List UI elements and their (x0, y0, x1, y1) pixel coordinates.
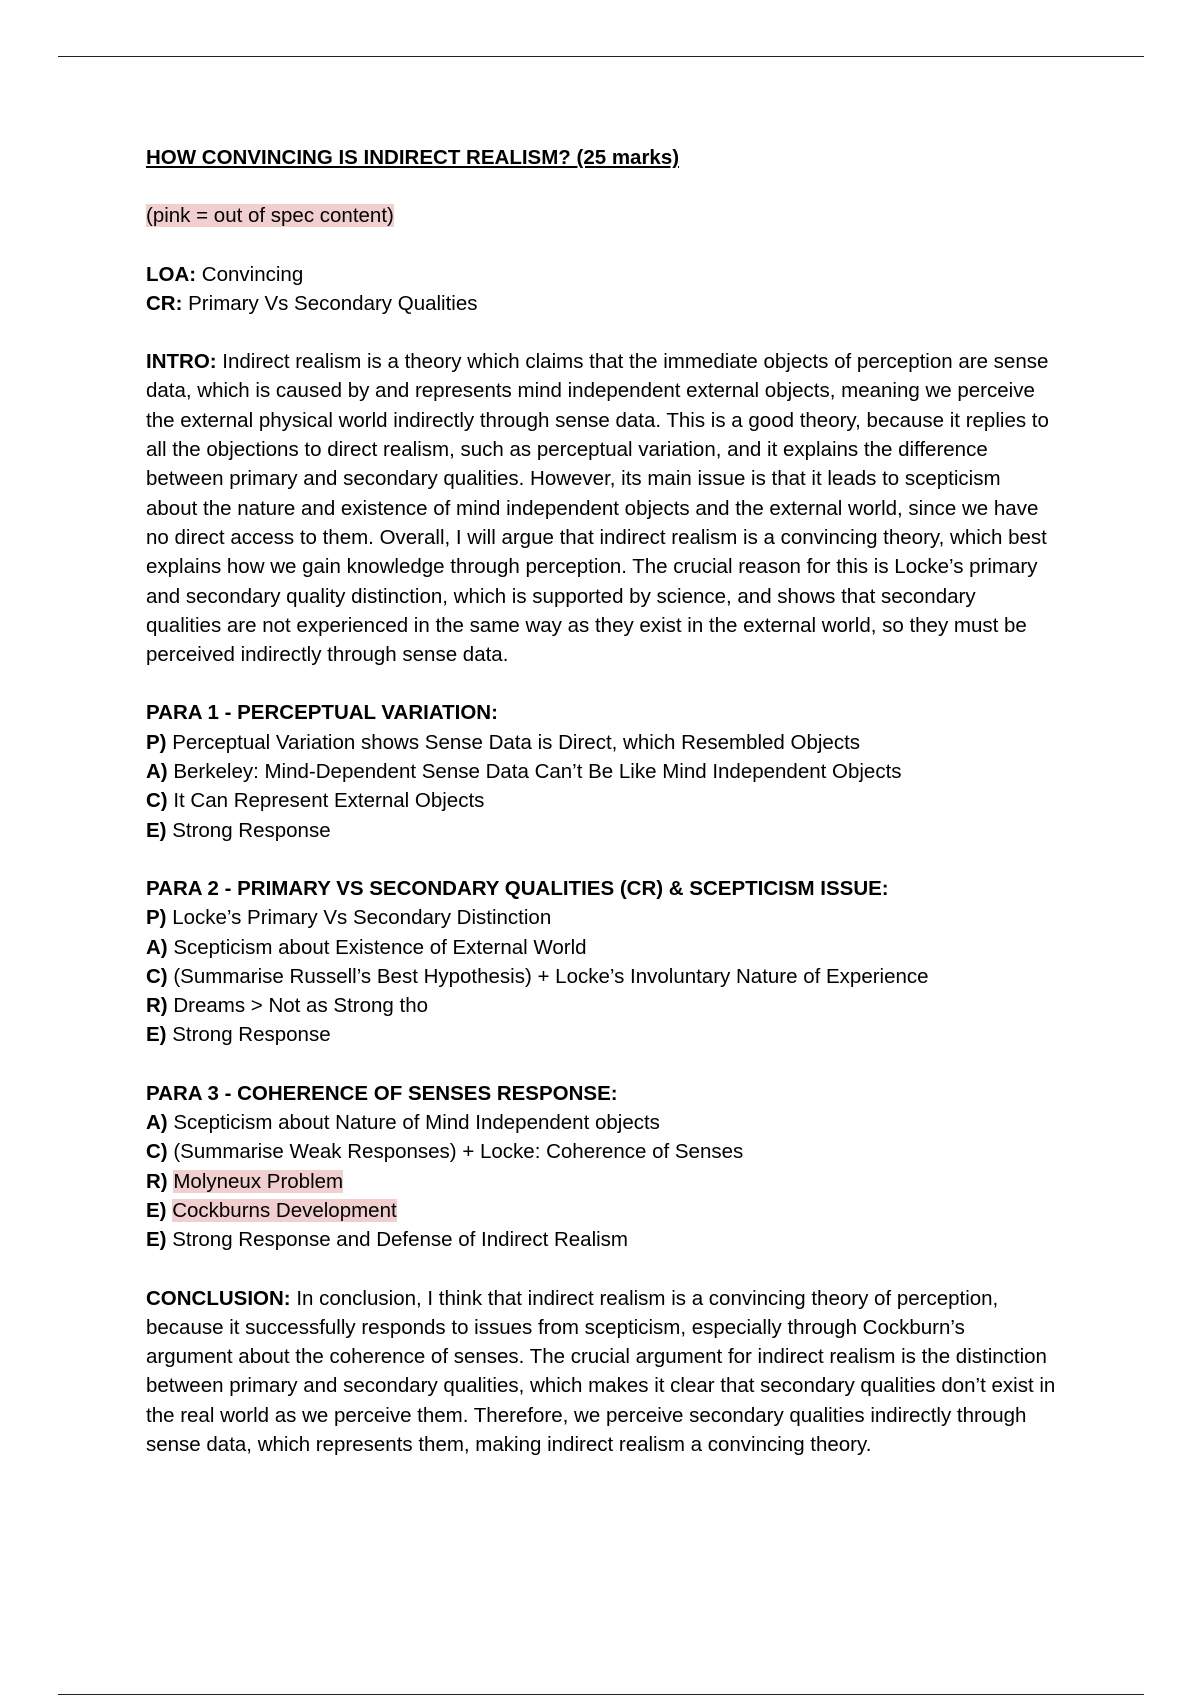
item-text: Scepticism about Nature of Mind Independent objects (167, 1111, 660, 1135)
loa-line (146, 260, 1056, 289)
item-text: Strong Response (166, 1023, 331, 1047)
conclusion-paragraph (146, 1284, 1056, 1460)
para1-item (146, 816, 1056, 845)
item-text: It Can Represent External Objects (167, 789, 485, 813)
para1-section (146, 698, 1056, 844)
item-label: C) (146, 964, 168, 988)
item-label: R) (146, 1169, 168, 1193)
cr-label: CR: (146, 291, 183, 315)
cr-value: Primary Vs Secondary Qualities (182, 291, 478, 315)
para2-heading: PARA 2 - PRIMARY VS SECONDARY QUALITIES (CR) & SCEPTICISM ISSUE: (146, 876, 889, 900)
top-rule (58, 56, 1144, 57)
para2-item (146, 991, 1056, 1020)
item-label: P) (146, 730, 167, 754)
para2-item (146, 1020, 1056, 1049)
para3-item (146, 1225, 1056, 1254)
item-label: A) (146, 1111, 168, 1135)
para3-item (146, 1108, 1056, 1137)
intro-label: INTRO: (146, 350, 217, 374)
intro-text: Indirect realism is a theory which claims that the immediate objects of perception are sense data, which is caused by and represents mind independent external objects, meaning we perceive the external physical world indirectly through sense data. This is a good theory, because it replies to all the objections to direct realism, such as perceptual variation, and it explains the difference between primary and secondary qualities. However, its main issue is that it leads to scepticism about the nature and existence of mind independent objects and the external world, since we have no direct access to them. Overall, I will argue that indirect realism is a convincing theory, which best explains how we gain knowledge through perception. The crucial reason for this is Locke’s primary and secondary quality distinction, which is supported by science, and shows that secondary qualities are not experienced in the same way as they exist in the external world, so they must be perceived indirectly through sense data. (146, 350, 1049, 667)
item-text-highlighted: Molyneux Problem (173, 1169, 344, 1193)
item-text: Berkeley: Mind-Dependent Sense Data Can’t Be Like Mind Independent Objects (167, 760, 902, 784)
legend-note (146, 201, 1056, 230)
item-text: Dreams > Not as Strong tho (167, 994, 428, 1018)
loa-value: Convincing (196, 262, 304, 286)
item-label: P) (146, 906, 167, 930)
para3-item (146, 1137, 1056, 1166)
item-label: A) (146, 935, 168, 959)
item-text: (Summarise Weak Responses) + Locke: Coherence of Senses (167, 1140, 744, 1164)
item-label: E) (146, 818, 167, 842)
para3-item (146, 1196, 1056, 1225)
bottom-rule (58, 1694, 1144, 1695)
para2-section (146, 874, 1056, 1050)
item-label: A) (146, 760, 168, 784)
document-title: HOW CONVINCING IS INDIRECT REALISM? (25 marks) (146, 146, 680, 169)
conclusion-text: In conclusion, I think that indirect realism is a convincing theory of perception, because it successfully responds to issues from scepticism, especially through Cockburn’s argument about the coherence of senses. The crucial argument for indirect realism is the distinction between primary and secondary qualities, which makes it clear that secondary qualities don’t exist in the real world as we perceive them. Therefore, we perceive secondary qualities indirectly through sense data, which represents them, making indirect realism a convincing theory. (146, 1286, 1056, 1456)
item-text: Locke’s Primary Vs Secondary Distinction (166, 906, 552, 930)
conclusion-label: CONCLUSION: (146, 1286, 291, 1310)
meta-block (146, 260, 1056, 319)
para1-item (146, 786, 1056, 815)
para2-item (146, 962, 1056, 991)
para1-item (146, 728, 1056, 757)
item-label: C) (146, 789, 168, 813)
item-text-highlighted: Cockburns Development (172, 1198, 397, 1222)
item-label: R) (146, 994, 168, 1018)
para3-item (146, 1167, 1056, 1196)
para2-item (146, 933, 1056, 962)
item-label: E) (146, 1198, 167, 1222)
item-text: Strong Response and Defense of Indirect Realism (166, 1228, 629, 1252)
cr-line (146, 289, 1056, 318)
para3-heading: PARA 3 - COHERENCE OF SENSES RESPONSE: (146, 1081, 618, 1105)
loa-label: LOA: (146, 262, 197, 286)
item-label: C) (146, 1140, 168, 1164)
item-text: Perceptual Variation shows Sense Data is Direct, which Resembled Objects (166, 730, 861, 754)
item-text: (Summarise Russell’s Best Hypothesis) + Locke’s Involuntary Nature of Experience (167, 964, 929, 988)
intro-paragraph (146, 347, 1056, 669)
item-text: Scepticism about Existence of External World (167, 935, 587, 959)
para3-section (146, 1079, 1056, 1255)
item-label: E) (146, 1023, 167, 1047)
para2-item (146, 903, 1056, 932)
para1-heading: PARA 1 - PERCEPTUAL VARIATION: (146, 701, 498, 725)
item-label: E) (146, 1228, 167, 1252)
legend-highlight: (pink = out of spec content) (146, 204, 394, 228)
item-text: Strong Response (166, 818, 331, 842)
document-body (146, 143, 1056, 1488)
para1-item (146, 757, 1056, 786)
